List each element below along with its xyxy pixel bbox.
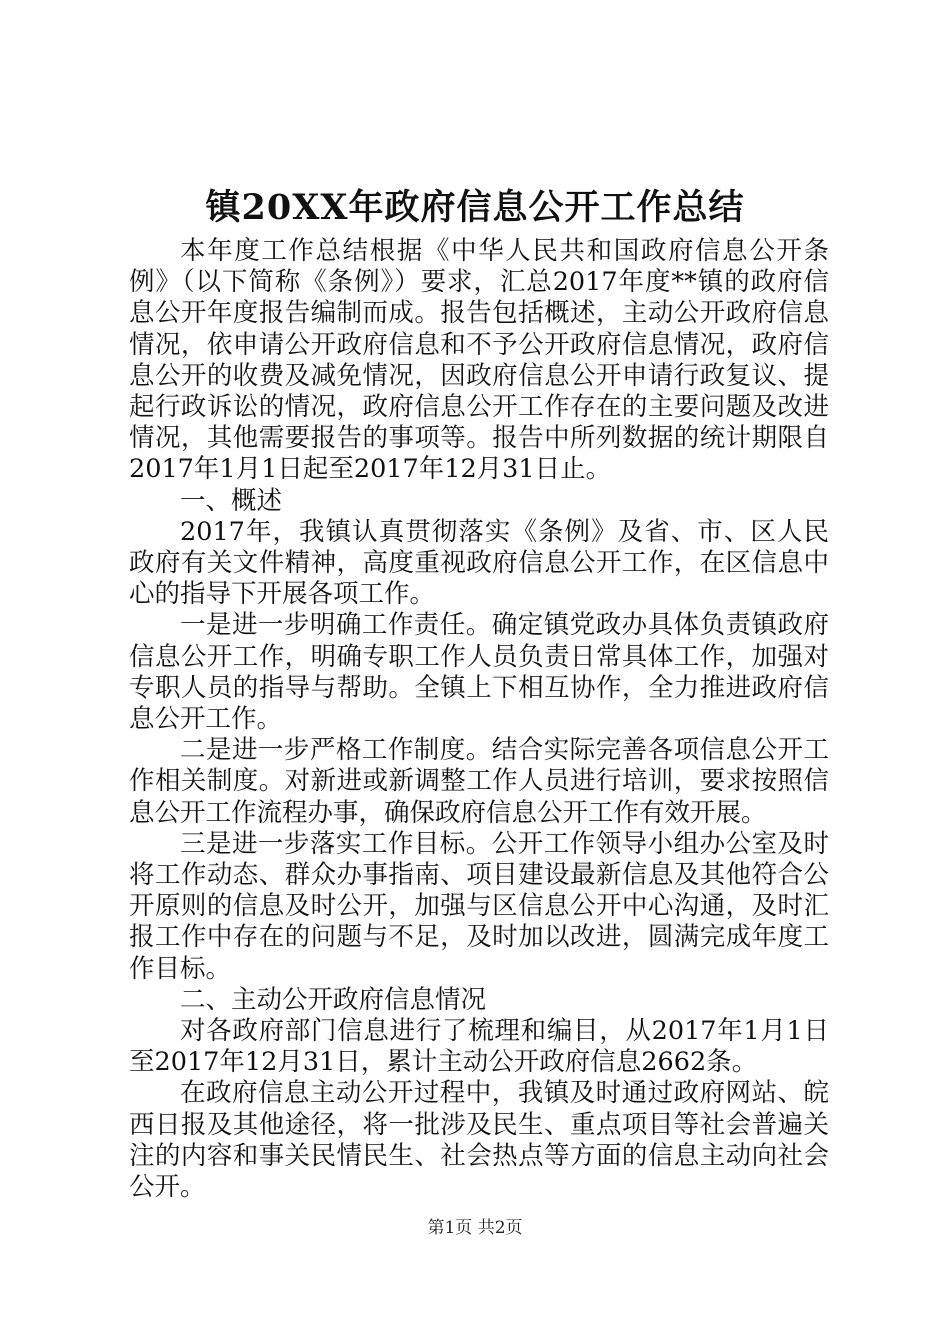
paragraph-disclosure-count: 对各政府部门信息进行了梳理和编目，从2017年1月1日至2017年12月31日，累计主动公开政府信息2662条。: [129, 1016, 829, 1078]
document-body: [129, 236, 829, 1203]
paragraph-responsibility: 一是进一步明确工作责任。确定镇党政办具体负责镇政府信息公开工作，明确专职工作人员负责日常具体工作，加强对专职人员的指导与帮助。全镇上下相互协作，全力推进政府信息公开工作。: [129, 610, 829, 735]
paragraph-system: 二是进一步严格工作制度。结合实际完善各项信息公开工作相关制度。对新进或新调整工作人员进行培训，要求按照信息公开工作流程办事，确保政府信息公开工作有效开展。: [129, 735, 829, 828]
section-heading-overview: 一、概述: [180, 485, 283, 516]
section-heading-active-disclosure: 二、主动公开政府信息情况: [180, 984, 487, 1015]
paragraph-intro: 本年度工作总结根据《中华人民共和国政府信息公开条例》（以下简称《条例》）要求，汇总2017年度**镇的政府信息公开年度报告编制而成。报告包括概述，主动公开政府信息情况，依申请公开政府信息和不予公开政府信息情况，政府信息公开的收费及减免情况，因政府信息公开申请行政复议、提起行政诉讼的情况，政府信息公开工作存在的主要问题及改进情况，其他需要报告的事项等。报告中所列数据的统计期限自2017年1月1日起至2017年12月31日止。: [129, 236, 829, 485]
document-title: 镇20XX年政府信息公开工作总结: [205, 187, 745, 228]
paragraph-overview: 2017年，我镇认真贯彻落实《条例》及省、市、区人民政府有关文件精神，高度重视政府信息公开工作，在区信息中心的指导下开展各项工作。: [129, 516, 829, 610]
page-footer: 第1页 共2页: [427, 1218, 523, 1238]
paragraph-disclosure-channels: 在政府信息主动公开过程中，我镇及时通过政府网站、皖西日报及其他途径，将一批涉及民生、重点项目等社会普遍关注的内容和事关民情民生、社会热点等方面的信息主动向社会公开。: [129, 1078, 829, 1203]
paragraph-goals: 三是进一步落实工作目标。公开工作领导小组办公室及时将工作动态、群众办事指南、项目建设最新信息及其他符合公开原则的信息及时公开，加强与区信息公开中心沟通，及时汇报工作中存在的问题与不足，及时加以改进，圆满完成年度工作目标。: [129, 828, 829, 984]
